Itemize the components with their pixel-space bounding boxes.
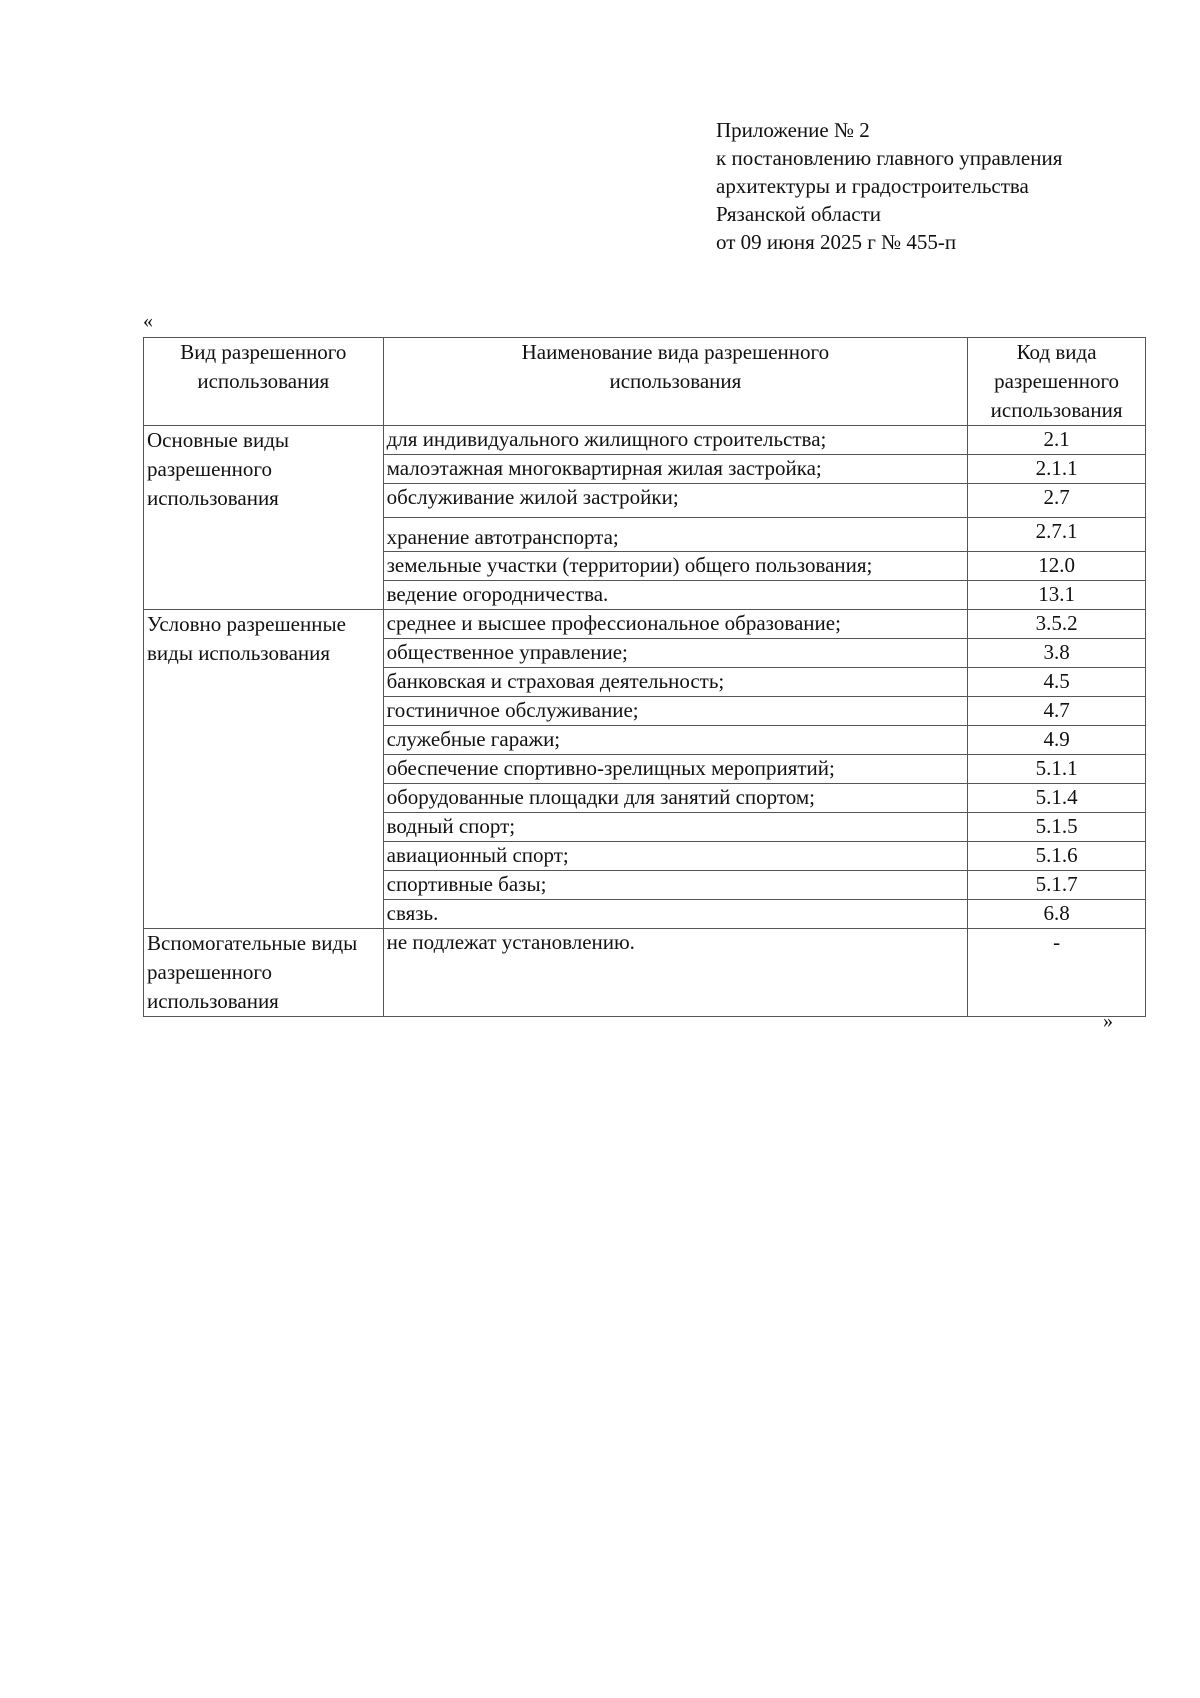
group-label-conditional: Условно разрешенные виды использования	[144, 610, 384, 929]
group-label-auxiliary: Вспомогательные виды разрешенного использования	[144, 929, 384, 1017]
land-use-table	[143, 337, 1146, 1017]
use-code: 5.1.7	[968, 871, 1146, 900]
use-name: оборудованные площадки для занятий спортом;	[383, 784, 968, 813]
use-name: не подлежат установлению.	[383, 929, 968, 1017]
table-row	[144, 610, 1146, 639]
use-code: 2.7.1	[968, 518, 1146, 552]
closing-quote: »	[1103, 1010, 1113, 1032]
use-code: 5.1.1	[968, 755, 1146, 784]
column-header-use-code: Код вида разрешенного использования	[968, 338, 1146, 426]
opening-quote: «	[143, 310, 153, 332]
use-name: земельные участки (территории) общего пользования;	[383, 552, 968, 581]
appendix-date-number: от 09 июня 2025 г № 455-п	[716, 230, 957, 254]
use-name: хранение автотранспорта;	[383, 518, 968, 552]
use-code: 12.0	[968, 552, 1146, 581]
use-name: связь.	[383, 900, 968, 929]
use-name: ведение огородничества.	[383, 581, 968, 610]
appendix-reference-line: архитектуры и градостроительства	[716, 174, 1029, 198]
table-row	[144, 929, 1146, 1017]
use-code: 5.1.4	[968, 784, 1146, 813]
use-code: 4.7	[968, 697, 1146, 726]
use-name: среднее и высшее профессиональное образование;	[383, 610, 968, 639]
table-row	[144, 426, 1146, 455]
use-name: обеспечение спортивно-зрелищных мероприятий;	[383, 755, 968, 784]
use-name: служебные гаражи;	[383, 726, 968, 755]
use-name: для индивидуального жилищного строительства;	[383, 426, 968, 455]
use-name: общественное управление;	[383, 639, 968, 668]
use-code: 4.9	[968, 726, 1146, 755]
use-name: малоэтажная многоквартирная жилая застройка;	[383, 455, 968, 484]
use-name: обслуживание жилой застройки;	[383, 484, 968, 518]
appendix-header	[716, 116, 1176, 256]
use-name: авиационный спорт;	[383, 842, 968, 871]
use-code: 3.5.2	[968, 610, 1146, 639]
use-code: 6.8	[968, 900, 1146, 929]
use-code: 4.5	[968, 668, 1146, 697]
use-code: 5.1.5	[968, 813, 1146, 842]
use-code: 2.7	[968, 484, 1146, 518]
use-name: гостиничное обслуживание;	[383, 697, 968, 726]
column-header-use-type: Вид разрешенного использования	[144, 338, 384, 426]
use-code: 5.1.6	[968, 842, 1146, 871]
use-code: 2.1.1	[968, 455, 1146, 484]
group-label-main: Основные виды разрешенного использования	[144, 426, 384, 610]
appendix-reference-line: Рязанской области	[716, 202, 882, 226]
use-code: -	[968, 929, 1146, 1017]
use-code: 13.1	[968, 581, 1146, 610]
use-name: банковская и страховая деятельность;	[383, 668, 968, 697]
appendix-reference-line: к постановлению главного управления	[716, 146, 1063, 170]
appendix-number: Приложение № 2	[716, 118, 870, 142]
column-header-use-name: Наименование вида разрешенного использования	[383, 338, 968, 426]
table-header-row	[144, 338, 1146, 426]
use-code: 3.8	[968, 639, 1146, 668]
use-name: спортивные базы;	[383, 871, 968, 900]
use-name: водный спорт;	[383, 813, 968, 842]
use-code: 2.1	[968, 426, 1146, 455]
